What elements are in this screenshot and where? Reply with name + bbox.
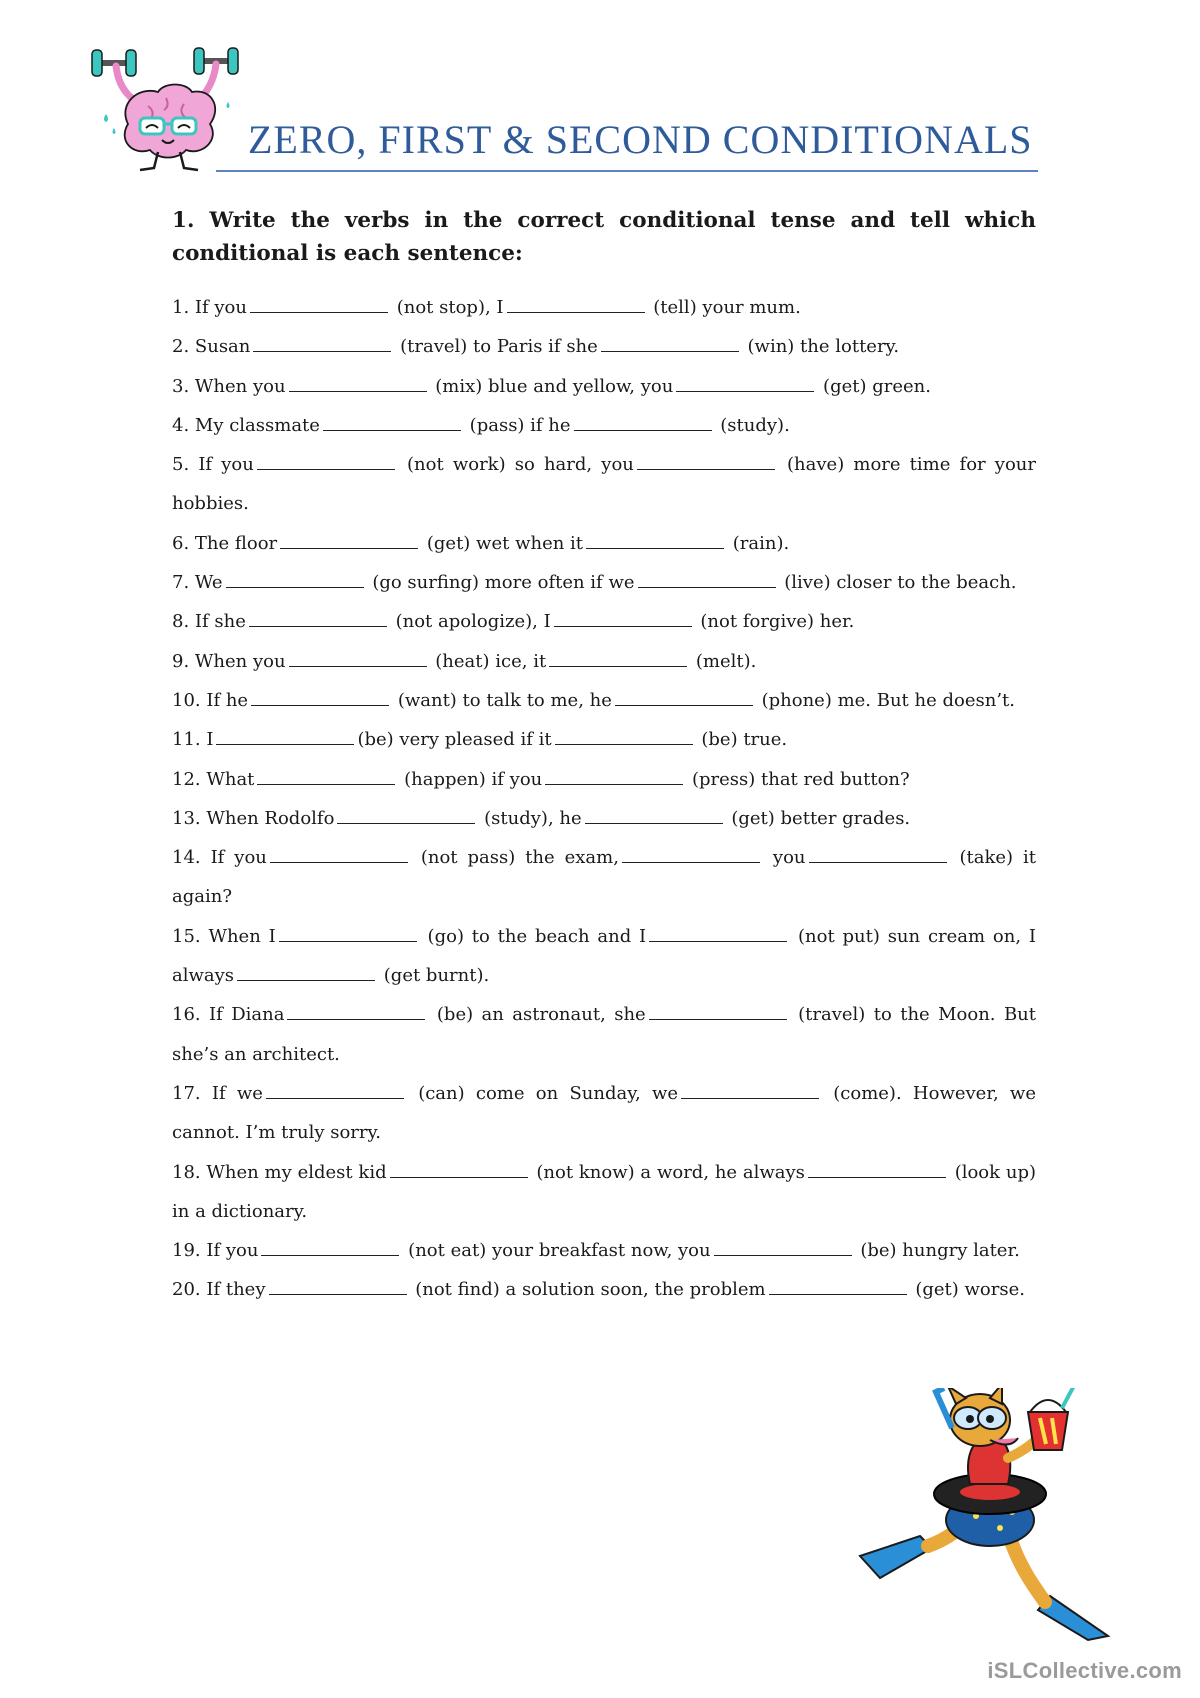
answer-blank[interactable]	[323, 412, 461, 431]
exercise-item	[172, 642, 1036, 681]
exercise-text: (rain).	[727, 532, 790, 554]
answer-blank[interactable]	[289, 648, 427, 667]
exercise-text: (want) to talk to me, he	[392, 689, 612, 711]
exercise-text: 6. The floor	[172, 532, 278, 554]
answer-blank[interactable]	[269, 1276, 407, 1295]
exercise-text: (not put) sun cream on, I always	[172, 925, 1036, 987]
answer-blank[interactable]	[266, 1080, 404, 1099]
answer-blank[interactable]	[257, 766, 395, 785]
answer-blank[interactable]	[809, 844, 947, 863]
exercise-text: (not know) a word, he always	[530, 1161, 805, 1183]
exercise-text: (get) better grades.	[725, 807, 911, 829]
exercise-text: (not stop), I	[391, 297, 504, 318]
exercise-text: (press) that red button?	[686, 768, 910, 790]
exercise-item	[172, 406, 1036, 445]
exercise-text: you	[762, 847, 806, 869]
answer-blank[interactable]	[237, 962, 375, 981]
exercise-text: (get) green.	[817, 375, 931, 397]
exercise-text: (study), he	[478, 807, 582, 829]
exercise-item	[172, 1231, 1036, 1270]
answer-blank[interactable]	[253, 333, 391, 352]
answer-blank[interactable]	[226, 569, 364, 588]
exercise-text: (not eat) your breakfast now, you	[402, 1240, 711, 1262]
answer-blank[interactable]	[279, 923, 417, 942]
exercise-text: 17. If we	[172, 1082, 263, 1104]
answer-blank[interactable]	[676, 373, 814, 392]
exercise-text: 14. If you	[172, 847, 267, 869]
exercise-text: 4. My classmate	[172, 414, 320, 436]
exercise-item	[172, 327, 1036, 366]
exercise-item	[172, 799, 1036, 838]
answer-blank[interactable]	[638, 569, 776, 588]
exercise-text: 19. If you	[172, 1240, 259, 1262]
exercise-text: 20. If they	[172, 1279, 266, 1301]
answer-blank[interactable]	[615, 687, 753, 706]
exercise-text: (melt).	[690, 650, 757, 672]
exercise-instruction: 1. Write the verbs in the correct conditional tense and tell which conditional is each sentence:	[172, 208, 1036, 266]
answer-blank[interactable]	[681, 1080, 819, 1099]
exercise-text: (phone) me. But he doesn’t.	[755, 689, 1016, 711]
answer-blank[interactable]	[270, 844, 408, 863]
answer-blank[interactable]	[507, 294, 645, 313]
exercise-text: 12. What	[172, 768, 255, 790]
exercise-text: (not find) a solution soon, the problem	[409, 1279, 766, 1301]
exercise-text: (be) very pleased if it	[357, 729, 552, 751]
exercise-text: (get) wet when it	[421, 532, 584, 554]
answer-blank[interactable]	[554, 608, 692, 627]
exercise-text: 10. If he	[172, 689, 249, 711]
exercise-text: (not pass) the exam,	[410, 847, 619, 869]
exercise-item	[172, 838, 1036, 917]
exercise-text: 13. When Rodolfo	[172, 807, 335, 829]
exercise-text: (mix) blue and yellow, you	[429, 375, 674, 397]
exercise-text: (live) closer to the beach.	[778, 572, 1017, 594]
exercise-text: 9. When you	[172, 650, 286, 672]
answer-blank[interactable]	[257, 451, 395, 470]
exercise-text: 8. If she	[172, 611, 246, 633]
exercise-text: (have) more time for your hobbies.	[172, 454, 1036, 515]
exercise-text: (be) true.	[695, 729, 788, 751]
exercise-item	[172, 1153, 1036, 1232]
answer-blank[interactable]	[216, 726, 354, 745]
answer-blank[interactable]	[287, 1001, 425, 1020]
exercise-text: 11. I	[172, 729, 214, 751]
page-title: ZERO, FIRST & SECOND CONDITIONALS	[248, 117, 1033, 162]
exercise-text: (travel) to the Moon. But she’s an architect.	[172, 1004, 1036, 1065]
answer-blank[interactable]	[714, 1237, 852, 1256]
exercise-text: (travel) to Paris if she	[394, 336, 598, 358]
exercise-text: (can) come on Sunday, we	[406, 1082, 679, 1104]
exercise-text: (come). However, we cannot. I’m truly sorry.	[172, 1082, 1036, 1144]
exercise-item	[172, 1270, 1036, 1309]
answer-blank[interactable]	[390, 1159, 528, 1178]
exercise-text: 18. When my eldest kid	[172, 1161, 387, 1183]
exercise-text: (be) hungry later.	[854, 1240, 1020, 1262]
answer-blank[interactable]	[769, 1276, 907, 1295]
answer-blank[interactable]	[250, 294, 388, 313]
exercise-item	[172, 1074, 1036, 1153]
answer-blank[interactable]	[337, 805, 475, 824]
exercise-text: 7. We	[172, 572, 223, 594]
exercise-item	[172, 995, 1036, 1074]
answer-blank[interactable]	[545, 766, 683, 785]
exercise-list	[172, 288, 1036, 1310]
answer-blank[interactable]	[249, 608, 387, 627]
exercise-text: (go) to the beach and I	[419, 925, 647, 947]
exercise-text: 3. When you	[172, 375, 286, 397]
exercise-text: (not apologize), I	[389, 611, 551, 633]
answer-blank[interactable]	[586, 530, 724, 549]
answer-blank[interactable]	[601, 333, 739, 352]
exercise-text: 16. If Diana	[172, 1004, 285, 1026]
answer-blank[interactable]	[622, 844, 760, 863]
answer-blank[interactable]	[649, 1001, 787, 1020]
exercise-item	[172, 445, 1036, 524]
answer-blank[interactable]	[251, 687, 389, 706]
exercise-text: (not forgive) her.	[694, 611, 855, 633]
exercise-text: (win) the lottery.	[741, 336, 900, 358]
exercise-text: (look up) in a dictionary.	[172, 1161, 1036, 1222]
title-underline	[216, 170, 1038, 172]
exercise-text: (pass) if he	[463, 414, 571, 436]
exercise-text: (be) an astronaut, she	[428, 1004, 646, 1026]
answer-blank[interactable]	[637, 451, 775, 470]
exercise-text: (heat) ice, it	[429, 650, 547, 672]
answer-blank[interactable]	[585, 805, 723, 824]
watermark: iSLCollective.com	[987, 1658, 1182, 1683]
exercise-item	[172, 524, 1036, 563]
brain-dumbbells-icon	[88, 44, 248, 174]
exercise-item	[172, 720, 1036, 759]
exercise-text: (go surfing) more often if we	[366, 572, 635, 594]
answer-blank[interactable]	[555, 726, 693, 745]
answer-blank[interactable]	[289, 373, 427, 392]
exercise-item	[172, 681, 1036, 720]
answer-blank[interactable]	[808, 1159, 946, 1178]
exercise-item	[172, 288, 1036, 327]
exercise-item	[172, 917, 1036, 996]
exercise-text: 5. If you	[172, 454, 254, 476]
answer-blank[interactable]	[261, 1237, 399, 1256]
snorkel-dog-icon	[840, 1388, 1170, 1643]
exercise-text: (get burnt).	[378, 965, 490, 987]
exercise-text: (not work) so hard, you	[397, 454, 634, 476]
exercise-text: (tell) your mum.	[647, 297, 801, 318]
exercise-text: (take) it again?	[172, 847, 1036, 908]
exercise-text: (study).	[714, 414, 790, 436]
exercise-text: (happen) if you	[398, 768, 543, 790]
answer-blank[interactable]	[280, 530, 418, 549]
exercise-item	[172, 367, 1036, 406]
answer-blank[interactable]	[574, 412, 712, 431]
exercise-text: 2. Susan	[172, 336, 251, 358]
exercise-text: (get) worse.	[909, 1279, 1025, 1301]
exercise-text: 1. If you	[172, 297, 247, 318]
exercise-item	[172, 563, 1036, 602]
exercise-item	[172, 602, 1036, 641]
exercise-item	[172, 760, 1036, 799]
answer-blank[interactable]	[649, 923, 787, 942]
exercise-text: 15. When I	[172, 925, 276, 947]
answer-blank[interactable]	[549, 648, 687, 667]
